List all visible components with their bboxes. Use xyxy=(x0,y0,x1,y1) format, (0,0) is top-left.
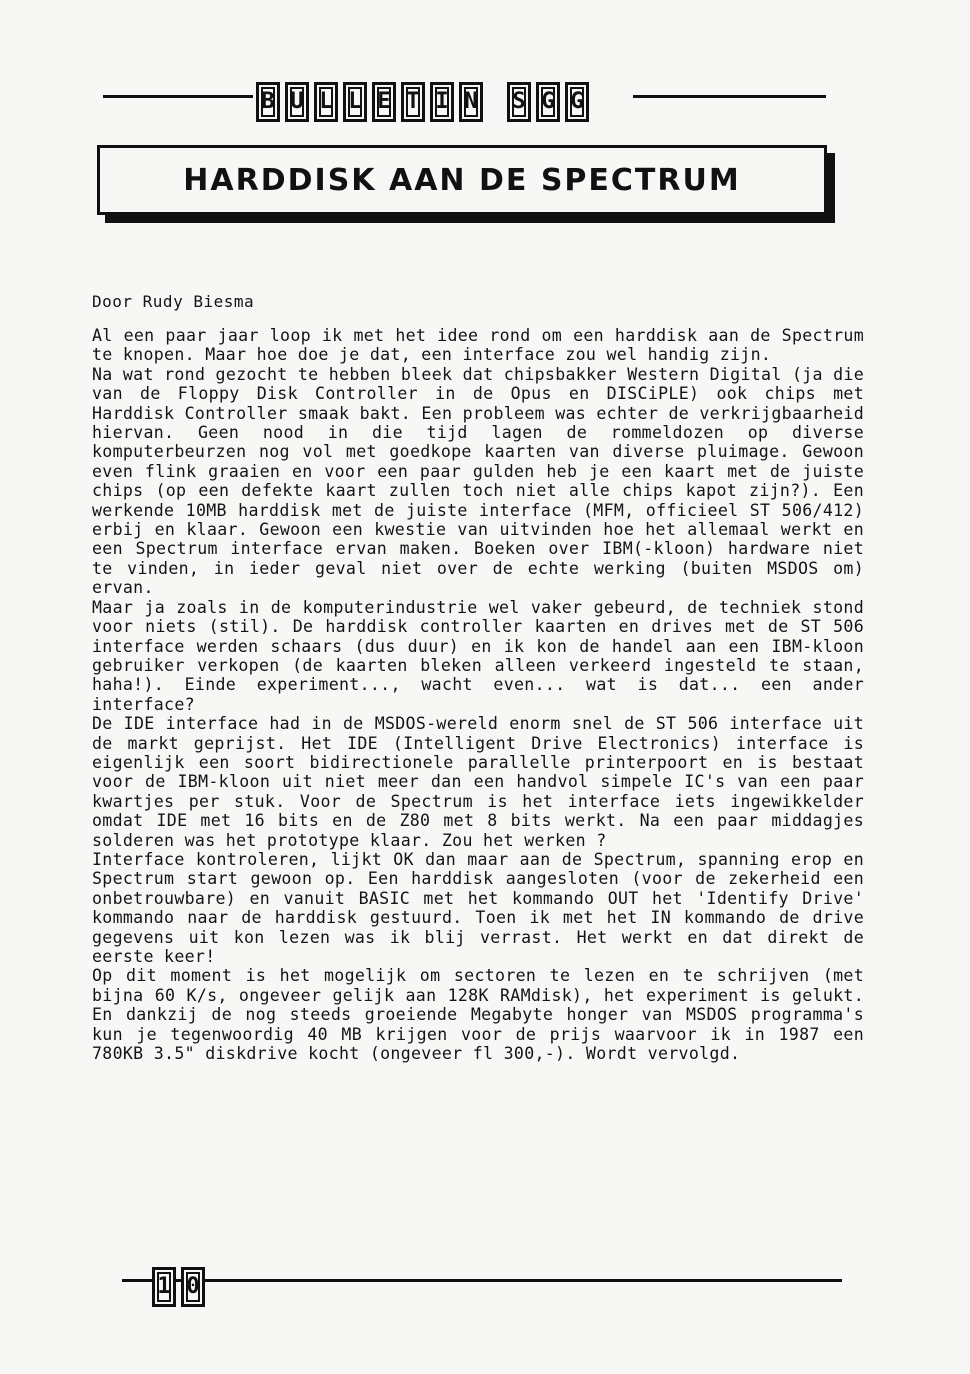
logo-letter: G xyxy=(565,82,589,122)
page-digit: 1 xyxy=(152,1267,176,1307)
logo-letter: E xyxy=(372,82,396,122)
logo-letter: S xyxy=(507,82,531,122)
header-rule-right xyxy=(633,95,826,98)
logo-letter: B xyxy=(256,82,280,122)
logo-letter: G xyxy=(536,82,560,122)
paragraph: Na wat rond gezocht te hebben bleek dat chipsbakker Western Digital (ja die van de Floppy Disk Controller in de Opus en DISCiPLE) ook chips met Harddisk Controller smaak bakt. Een probleem was echter de verkrijgbaarheid hiervan. Geen nood in die tijd lagen de rommeldozen op diverse komputerbeurzen nog vol met goedkope kaarten van diverse pluimage. Gewoon even flink graaien en voor een paar gulden heb je een kaart met de juiste chips (op een defekte kaart zullen toch niet alle chips kapot zijn?). Een werkende 10MB harddisk met de juiste interface (MFM, officieel ST 506/412) erbij en klaar. Gewoon een kwestie van uitvinden hoe het allemaal werkt en een Spectrum interface ervan maken. Boeken over IBM(-kloon) hardware niet te vinden, in ieder geval niet over de echte werking (buiten MSDOS om) ervan. xyxy=(92,364,864,598)
footer-rule xyxy=(122,1279,842,1282)
page-number xyxy=(152,1267,205,1307)
page-digit: 0 xyxy=(181,1267,205,1307)
article-body xyxy=(92,326,864,1063)
article-title: HARDDISK AAN DE SPECTRUM xyxy=(183,162,741,198)
logo-letter: T xyxy=(401,82,425,122)
paragraph: Interface kontroleren, lijkt OK dan maar aan de Spectrum, spanning erop en Spectrum start gewoon op. Een harddisk aangesloten (voor de zekerheid een onbetrouwbare) en vanuit BASIC met het kommando OUT het 'Identify Drive' kommando naar de harddisk gestuurd. Toen ik met het IN kommando de drive gegevens uit kon lezen was ik blij verrast. Het werkt en dat direkt de eerste keer! xyxy=(92,849,864,966)
logo-letter: L xyxy=(314,82,338,122)
paragraph: Maar ja zoals in de komputerindustrie wel vaker gebeurd, de techniek stond voor niets (stil). De harddisk controller kaarten en drives met de ST 506 interface werden schaars (dus duur) en ik kon de handel aan een IBM-kloon gebruiker verkopen (de kaarten bleken alleen verkeerd ingesteld te staan, haha!). Einde experiment..., wacht even... wat is dat... een ander interface? xyxy=(92,597,864,714)
logo-letter: N xyxy=(459,82,483,122)
logo-letter: L xyxy=(343,82,367,122)
logo-letter: I xyxy=(430,82,454,122)
author-line: Door Rudy Biesma xyxy=(92,292,255,311)
header-rule-left xyxy=(103,95,253,98)
paragraph: Al een paar jaar loop ik met het idee rond om een harddisk aan de Spectrum te knopen. Maar hoe doe je dat, een interface zou wel handig zijn. xyxy=(92,326,864,365)
paragraph: De IDE interface had in de MSDOS-wereld enorm snel de ST 506 interface uit de markt geprijst. Het IDE (Intelligent Drive Electronics) interface is eigenlijk een soort bidirectionele parallelle printerpoort en is bestaat voor de IBM-kloon uit niet meer dan een handvol simpele IC's van een paar kwartjes per stuk. Voor de Spectrum is het interface iets ingewikkelder omdat IDE met 16 bits en de Z80 met 8 bits werkt. Na een paar middagjes solderen was het prototype klaar. Zou het werken ? xyxy=(92,714,864,850)
bulletin-sgg-logo xyxy=(256,82,589,122)
title-frame xyxy=(97,145,827,215)
paragraph: Op dit moment is het mogelijk om sectoren te lezen en te schrijven (met bijna 60 K/s, ongeveer gelijk aan 128K RAMdisk), het experiment is gelukt. En dankzij de nog steeds groeiende Megabyte honger van MSDOS programma's kun je tegenwoordig 40 MB krijgen voor de prijs waarvoor ik in 1987 een 780KB 3.5" diskdrive kocht (ongeveer fl 300,-). Wordt vervolgd. xyxy=(92,966,864,1064)
logo-letter: U xyxy=(285,82,309,122)
